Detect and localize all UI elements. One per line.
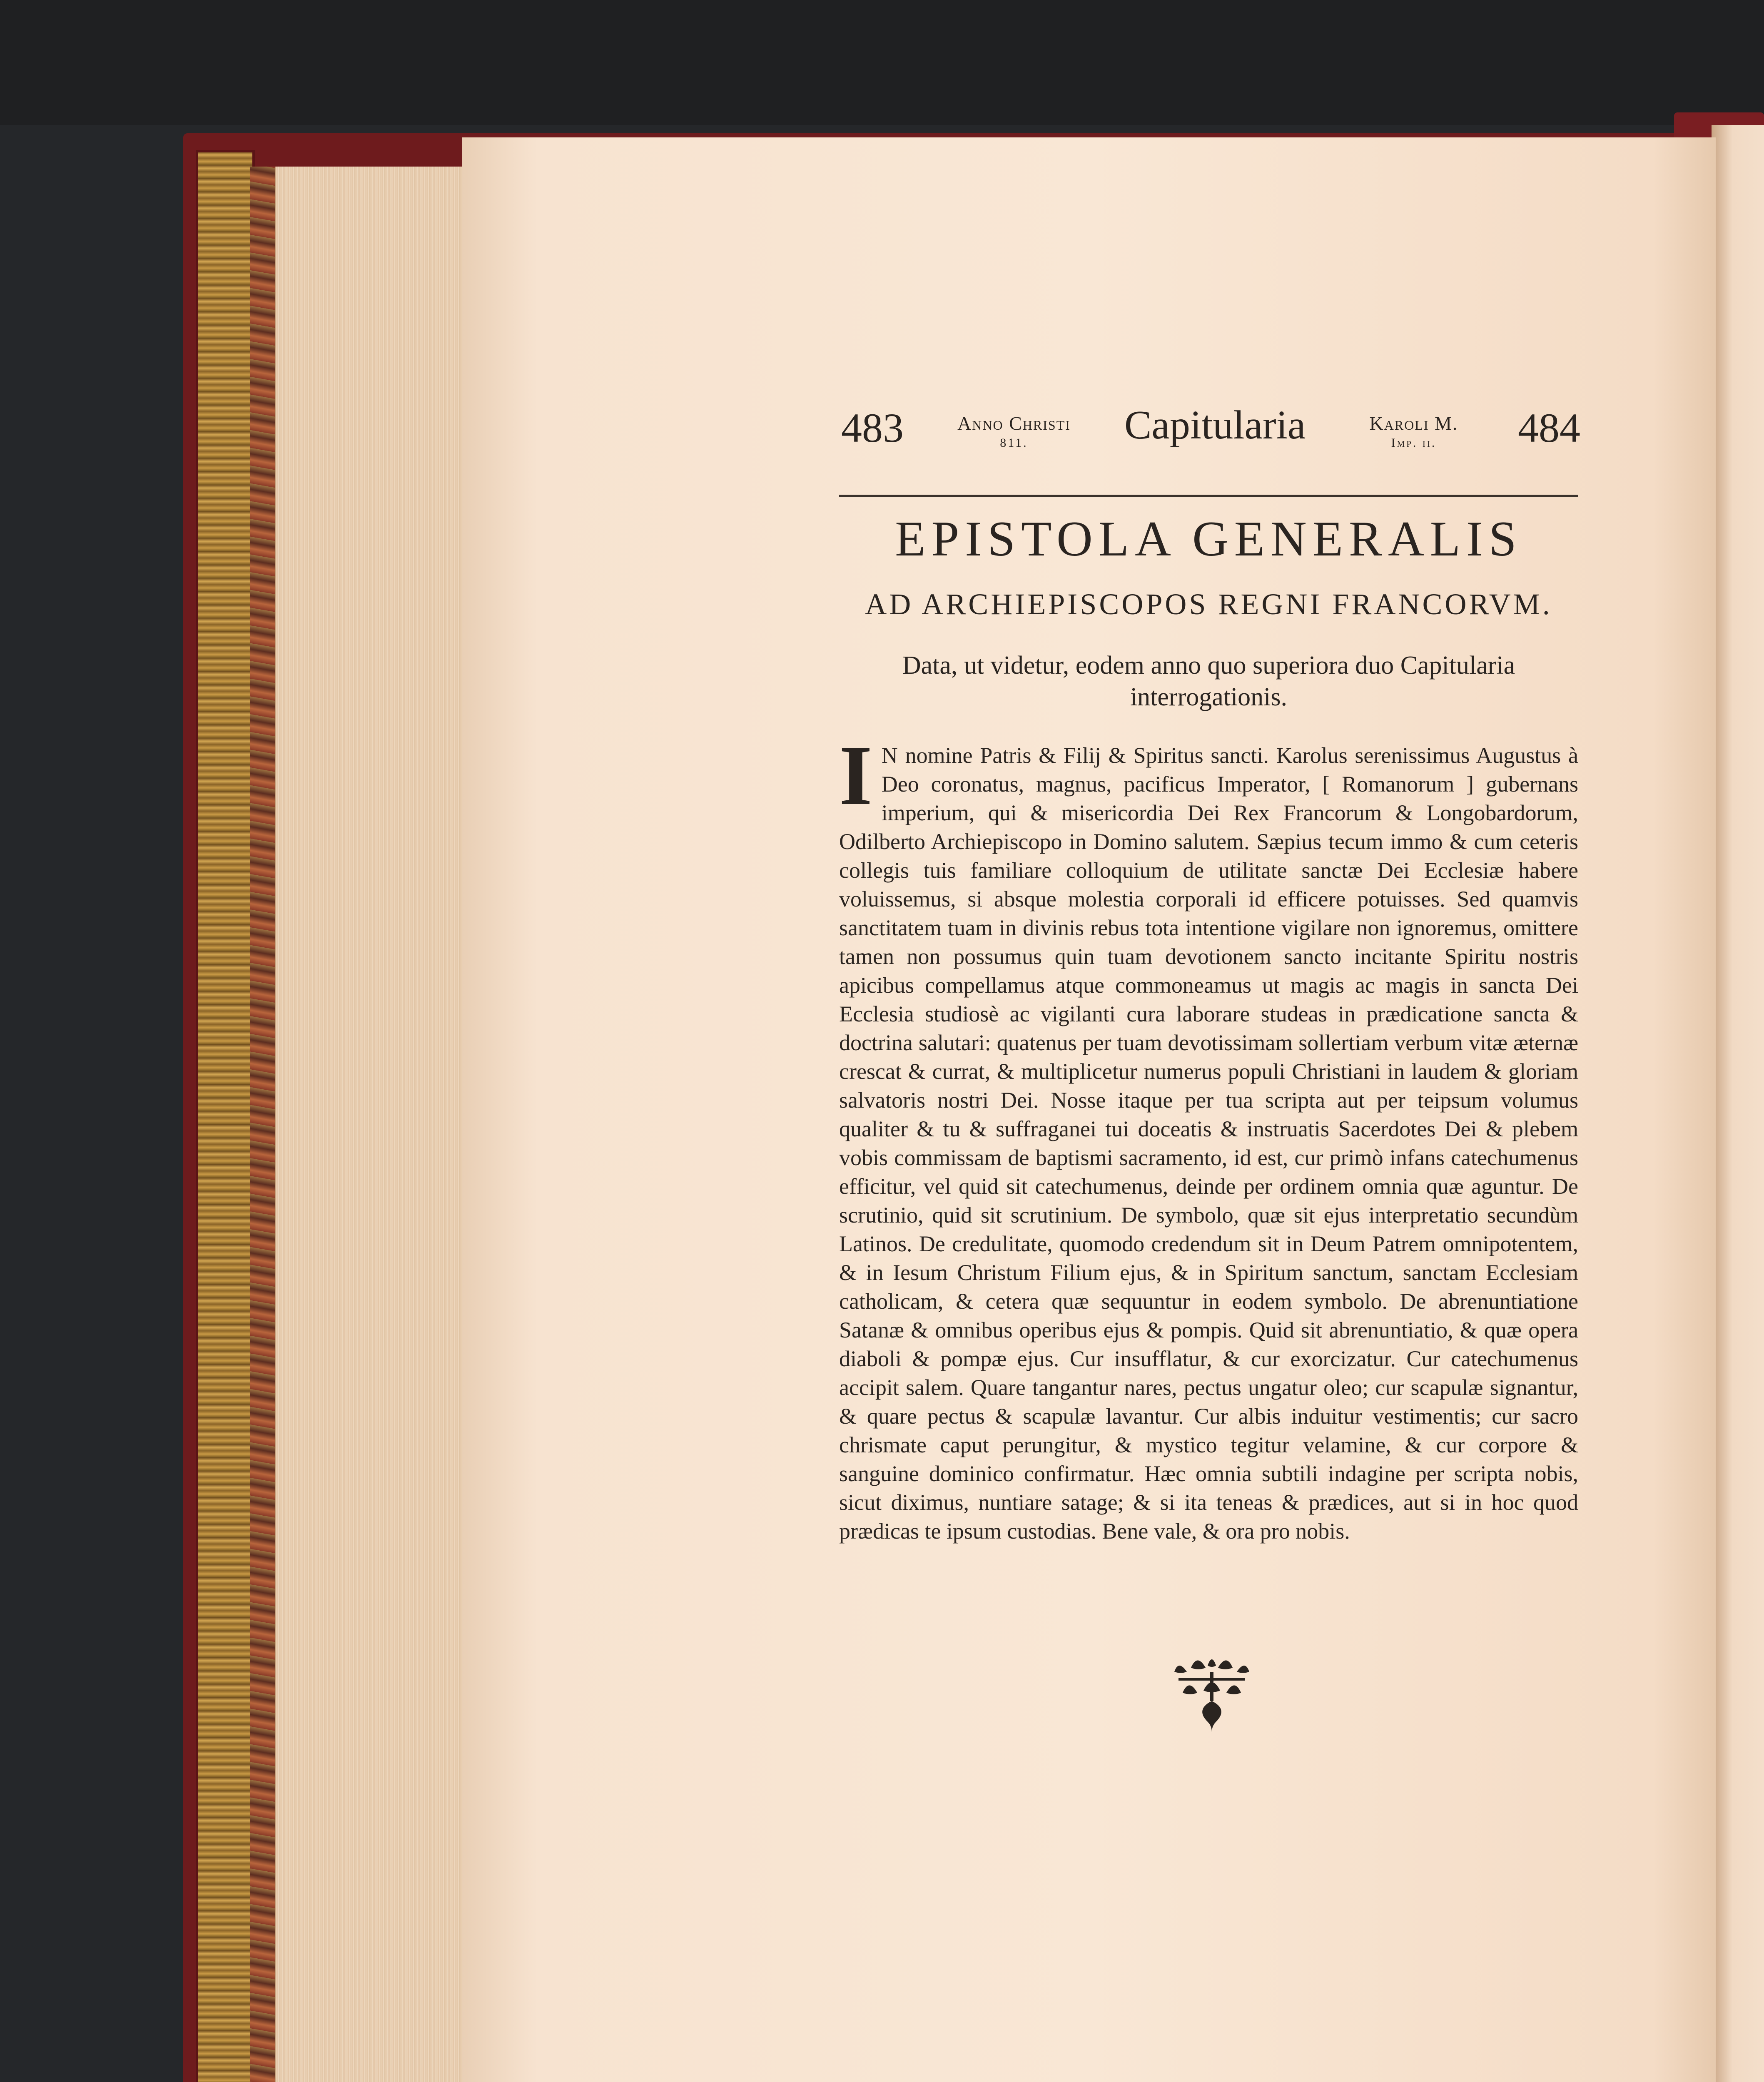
facing-page-edge [1712,125,1764,2082]
anno-year: 811. [1000,436,1028,450]
anno-christi [939,412,1089,450]
gilt-border [196,150,255,2082]
page-number-left: 483 [841,405,904,451]
fleuron-icon [1166,1655,1258,1734]
anno-label: Anno Christi [957,413,1071,434]
running-header [837,400,1587,462]
marbled-endpaper [250,167,275,2082]
running-title: Capitularia [1124,403,1306,448]
karoli-label-group [1353,412,1474,450]
karoli-sub: Imp. ii. [1391,436,1437,450]
letter-body [839,728,1578,1546]
document-title: EPISTOLA GENERALIS [895,511,1522,566]
date-note: Data, ut videtur, eodem anno quo superiora duo Capitularia interrogationis. [902,651,1515,711]
karoli-label: Karoli M. [1369,413,1458,434]
drop-cap: I [839,728,872,823]
document-subtitle: AD ARCHIEPISCOPOS REGNI FRANCORVM. [865,588,1552,621]
page-number-right: 484 [1518,405,1580,451]
page-edges [275,167,463,2082]
body-text: N nomine Patris & Filij & Spiritus sancti. Karolus serenissimus Augustus à Deo coronatus, magnus, pacificus Imperator, [ Romanorum ] gubernans imperium, qui & misericordia Dei Rex Francorum & Longobardorum, Odilberto Archiepiscopo in Domino salutem. Sæpius tecum immo & cum ceteris collegis tuis familiare colloquium de utilitate sanctæ Dei Ecclesiæ habere voluissemus, si absque molestia corporali id efficere potuisses. Sed quamvis sanctitatem tuam in divinis rebus tota intentione vigilare non ignoremus, omittere tamen non possumus quin tuam devotionem sancto incitante Spiritu nostris apicibus compellamus atque commoneamus ut magis ac magis in sancta Dei Ecclesia studiosè ac vigilanti cura laborare studeas in prædicatione sancta & doctrina salutari: quatenus per tuam devotissimam sollertiam verbum vitæ æternæ crescat & currat, & multiplicetur numerus populi Christiani in laudem & gloriam salvatoris nostri Dei. Nosse itaque per tua scripta aut per teipsum volumus qualiter & tu & suffraganei tui doceatis & instruatis Sacerdotes Dei & plebem vobis commissam de baptismi sacramento, id est, cur primò infans catechumenus efficitur, vel quid sit catechumenus, deinde per ordinem omnia quæ aguntur. De scrutinio, quid sit scrutinium. De symbolo, quæ sit ejus interpretatio secundùm Latinos. De credulitate, quomodo credendum sit in Deum Patrem omnipotentem, & in Iesum Christum Filium ejus, & in Spiritum sanctum, sanctam Ecclesiam catholicam, & cetera quæ sequuntur in eodem symbolo. De abrenuntiatione Satanæ & omnibus operibus ejus & pompis. Quid sit abrenuntiatio, & quæ opera diaboli & pompæ ejus. Cur insufflatur, & cur exorcizatur. Cur catechumenus accipit salem. Quare tangantur nares, pectus ungatur oleo; cur scapulæ signantur, & quare pectus & scapulæ lavantur. Cur albis induitur vestimentis; cur sacro chrismate caput perungitur, & mystico tegitur velamine, & cur corpore & sanguine dominico confirmatur. Hæc omnia subtili indagine per scripta nobis, sicut diximus, nuntiare satage; & si ita teneas & prædices, aut si in hoc quod prædicas te ipsum custodias. Bene vale, & ora pro nobis. [839,743,1578,1544]
header-rule [839,495,1578,497]
background [0,0,1764,125]
